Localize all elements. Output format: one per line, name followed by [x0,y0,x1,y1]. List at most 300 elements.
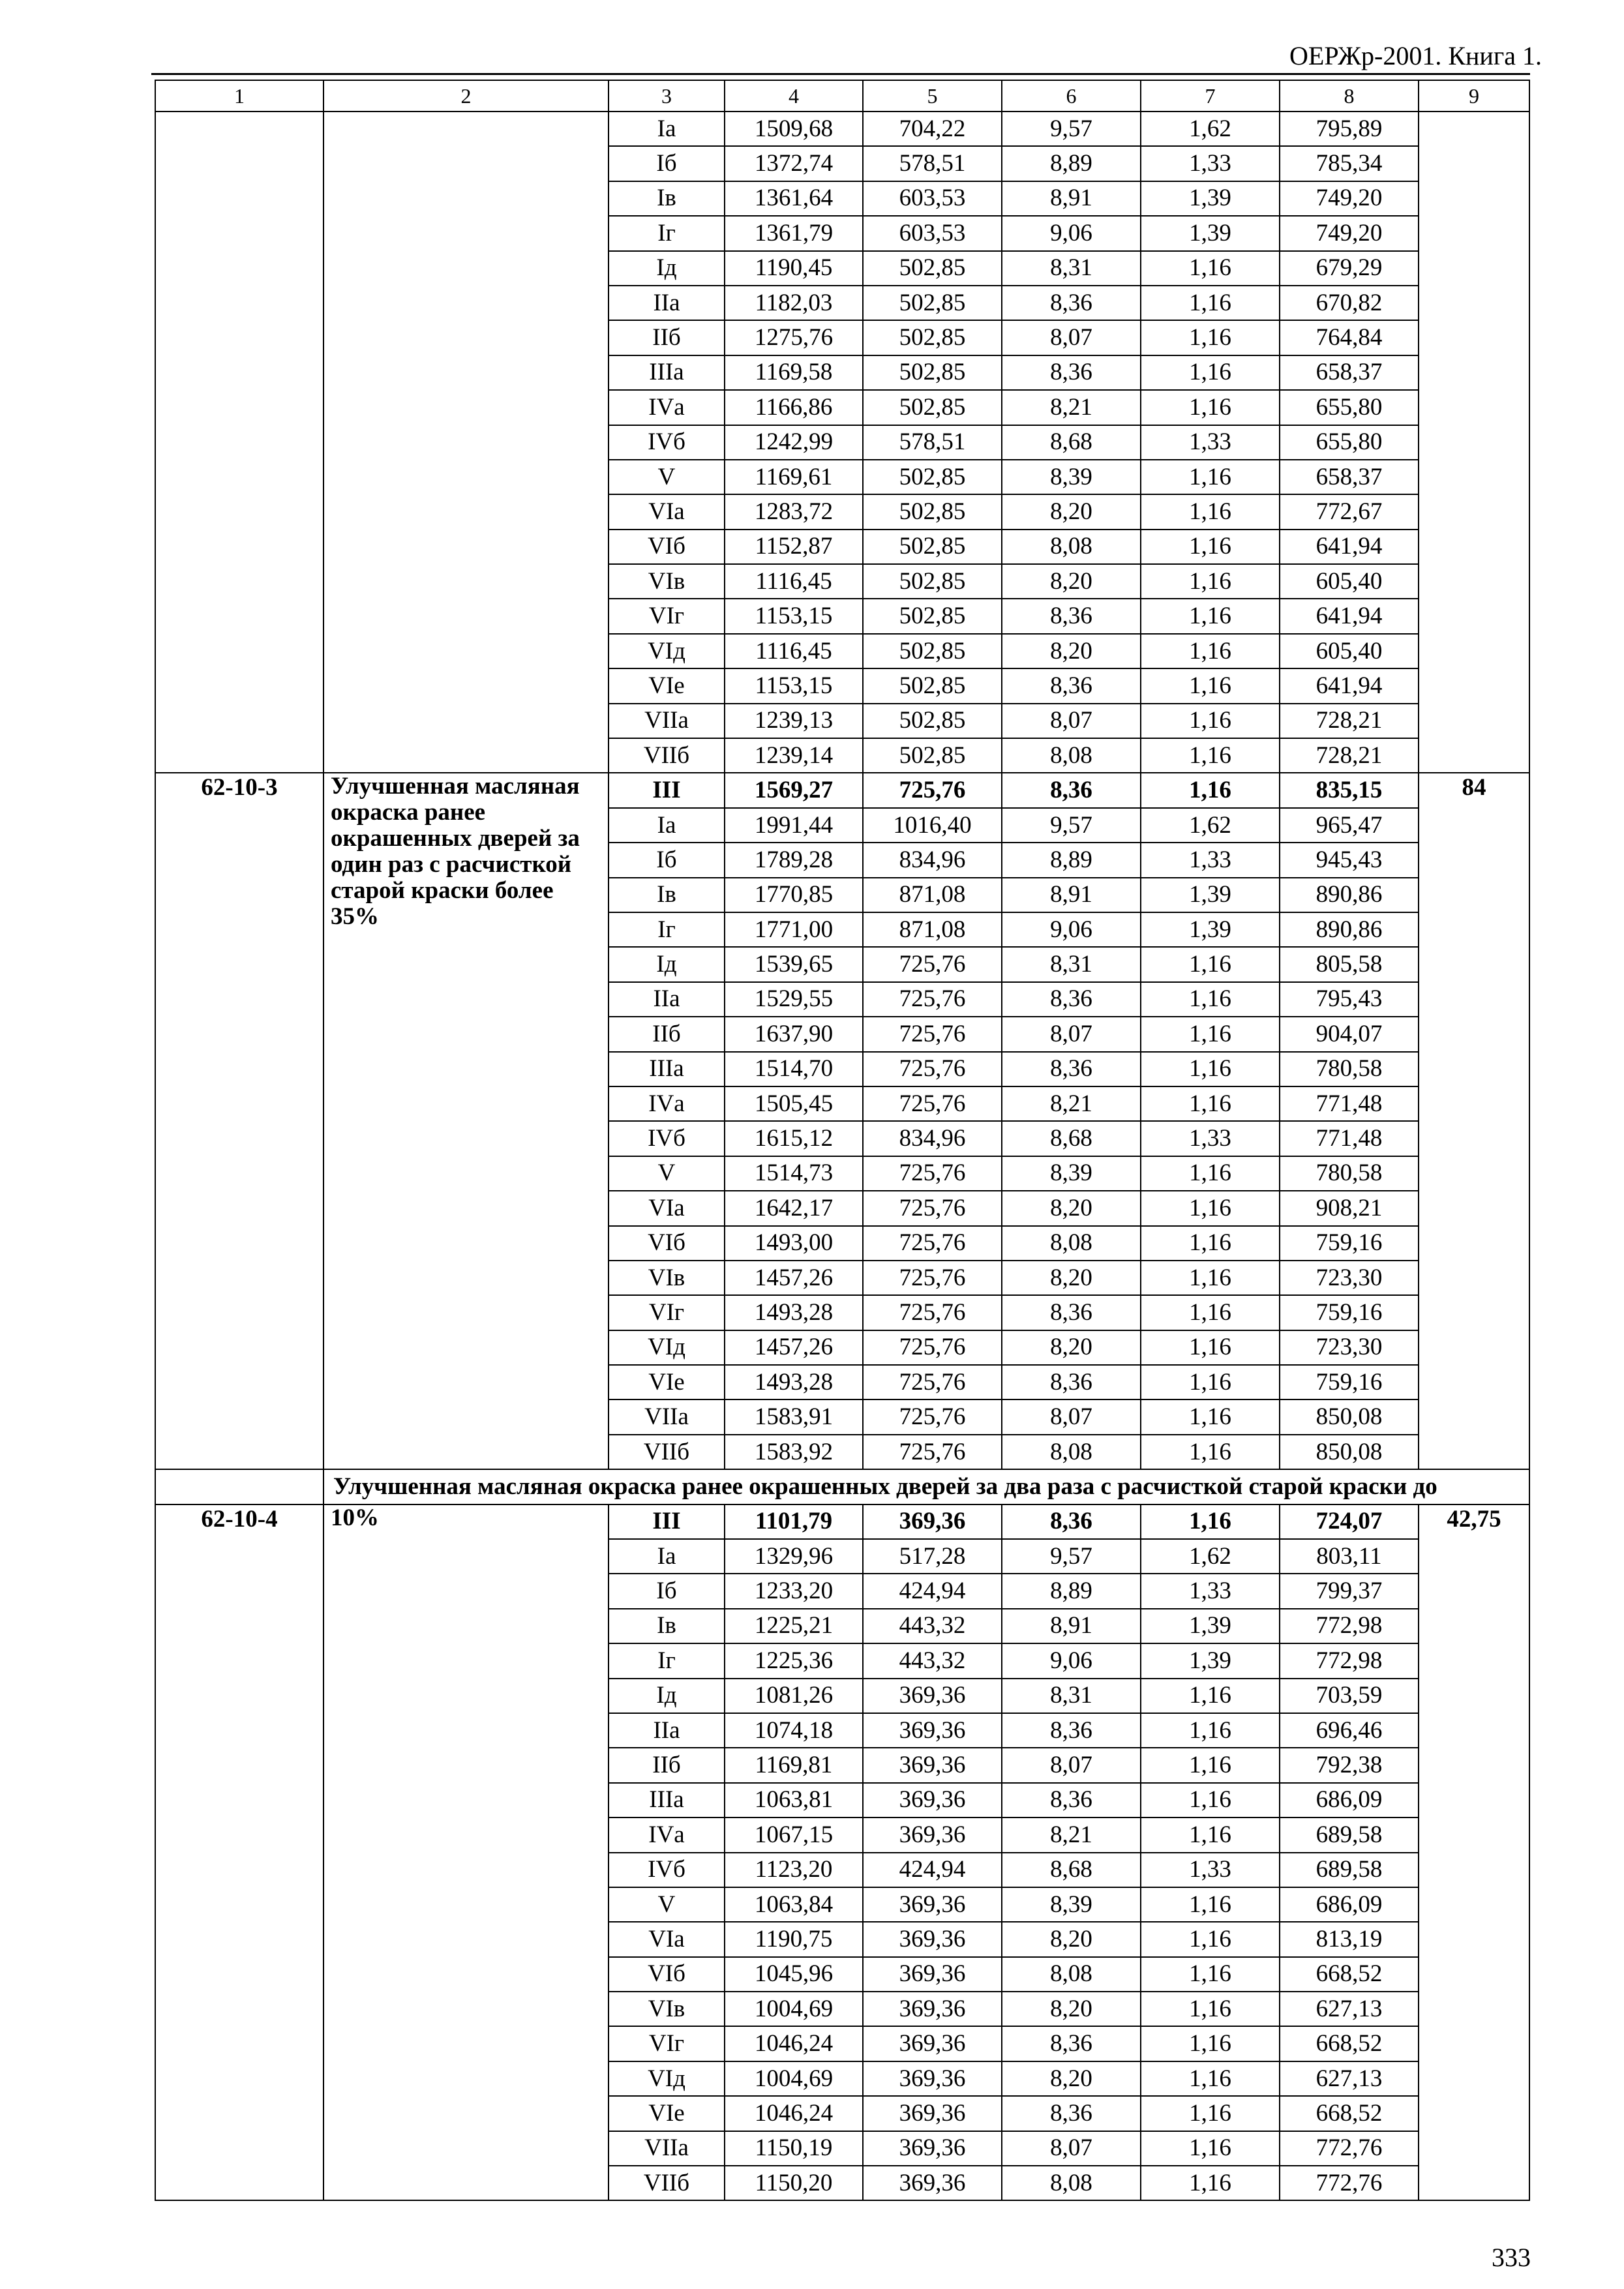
value-cell-c7: 1,16 [1141,1399,1280,1434]
category-cell: IVа [609,1818,725,1852]
value-cell-c6: 8,08 [1002,530,1141,564]
value-cell-c8: 605,40 [1280,564,1419,599]
value-cell-c4: 1153,15 [725,599,863,633]
category-cell: Iг [609,216,725,250]
value-cell-c6: 8,39 [1002,1887,1141,1922]
category-cell: IVа [609,390,725,425]
value-cell-c7: 1,16 [1141,1748,1280,1782]
value-cell-c8: 728,21 [1280,704,1419,738]
value-cell-c6: 8,08 [1002,1435,1141,1469]
value-cell-c5: 502,85 [863,460,1002,494]
column-number: 2 [323,80,609,112]
value-cell-c8: 771,48 [1280,1121,1419,1156]
value-cell-c6: 9,06 [1002,1643,1141,1678]
value-cell-c4: 1509,68 [725,112,863,146]
value-cell-c8: 772,76 [1280,2131,1419,2166]
value-cell-c4: 1514,70 [725,1052,863,1086]
value-cell-c7: 1,16 [1141,1818,1280,1852]
value-cell-c8: 658,37 [1280,460,1419,494]
value-cell-c7: 1,16 [1141,1017,1280,1051]
category-cell: VIIб [609,738,725,773]
category-cell: VIв [609,1992,725,2026]
category-cell: VIIа [609,2131,725,2166]
value-cell-c8: 668,52 [1280,2026,1419,2061]
value-cell-c7: 1,39 [1141,1609,1280,1643]
category-cell: IVб [609,1853,725,1887]
value-cell-c8: 641,94 [1280,530,1419,564]
value-cell-c6: 8,20 [1002,1922,1141,1956]
value-cell-c5: 369,36 [863,2166,1002,2200]
value-cell-c4: 1514,73 [725,1156,863,1191]
value-cell-c8: 686,09 [1280,1783,1419,1818]
value-cell-c8: 670,82 [1280,286,1419,320]
value-cell-c7: 1,16 [1141,390,1280,425]
value-cell-c7: 1,16 [1141,773,1280,807]
value-cell-c4: 1457,26 [725,1330,863,1365]
value-cell-c8: 658,37 [1280,355,1419,390]
value-cell-c7: 1,16 [1141,251,1280,286]
value-cell-c6: 8,20 [1002,564,1141,599]
rates-table [155,80,1530,2201]
value-cell-c6: 8,36 [1002,1365,1141,1399]
value-cell-c8: 965,47 [1280,808,1419,843]
value-cell-c8: 605,40 [1280,634,1419,668]
value-cell-c8: 641,94 [1280,668,1419,703]
value-cell-c7: 1,16 [1141,1922,1280,1956]
value-cell-c7: 1,16 [1141,286,1280,320]
value-cell-c8: 890,86 [1280,878,1419,912]
value-cell-c7: 1,16 [1141,1156,1280,1191]
value-cell-c4: 1239,13 [725,704,863,738]
value-cell-c4: 1152,87 [725,530,863,564]
value-cell-c5: 502,85 [863,738,1002,773]
category-cell: IIб [609,1017,725,1051]
value-cell-c6: 8,07 [1002,1399,1141,1434]
category-cell: IVб [609,1121,725,1156]
value-cell-c4: 1046,24 [725,2096,863,2131]
value-cell-c8: 668,52 [1280,2096,1419,2131]
category-cell: IIа [609,286,725,320]
value-cell-c4: 1283,72 [725,494,863,529]
value-cell-c5: 502,85 [863,251,1002,286]
value-cell-c6: 8,08 [1002,2166,1141,2200]
value-cell-c7: 1,62 [1141,112,1280,146]
value-cell-c6: 8,39 [1002,460,1141,494]
value-cell-c5: 369,36 [863,2096,1002,2131]
category-cell: VIIб [609,2166,725,2200]
value-cell-c8: 749,20 [1280,216,1419,250]
value-cell-c5: 369,36 [863,1992,1002,2026]
value-cell-c6: 8,07 [1002,1748,1141,1782]
value-cell-c7: 1,16 [1141,530,1280,564]
value-cell-c8: 772,76 [1280,2166,1419,2200]
value-cell-c8: 780,58 [1280,1052,1419,1086]
value-cell-c6: 8,36 [1002,1713,1141,1748]
value-cell-c6: 8,20 [1002,2061,1141,2096]
value-cell-c5: 502,85 [863,286,1002,320]
value-cell-c8: 772,98 [1280,1643,1419,1678]
value-cell-c8: 785,34 [1280,146,1419,181]
value-cell-c7: 1,16 [1141,355,1280,390]
value-cell-c6: 8,20 [1002,1330,1141,1365]
category-cell: IIа [609,982,725,1017]
value-cell-c4: 1569,27 [725,773,863,807]
category-cell: VIе [609,1365,725,1399]
value-cell-c5: 369,36 [863,1887,1002,1922]
value-cell-c6: 9,57 [1002,112,1141,146]
value-cell-c6: 8,21 [1002,1086,1141,1121]
value-cell-c5: 725,76 [863,1226,1002,1261]
category-cell: VIб [609,1957,725,1992]
category-cell: VIб [609,530,725,564]
value-cell-c4: 1505,45 [725,1086,863,1121]
value-cell-c6: 8,07 [1002,704,1141,738]
category-cell: IIа [609,1713,725,1748]
category-cell: IIIа [609,1052,725,1086]
value-cell-c8: 904,07 [1280,1017,1419,1051]
value-cell-c5: 1016,40 [863,808,1002,843]
value-cell-c6: 8,36 [1002,668,1141,703]
value-cell-c4: 1123,20 [725,1853,863,1887]
value-cell-c6: 8,07 [1002,2131,1141,2166]
column-number: 3 [609,80,725,112]
value-cell-c5: 369,36 [863,2131,1002,2166]
category-cell: VIIа [609,1399,725,1434]
value-cell-c7: 1,39 [1141,181,1280,216]
category-cell: VIа [609,1191,725,1225]
value-cell-c8: 627,13 [1280,2061,1419,2096]
value-cell-c8: 764,84 [1280,320,1419,355]
value-cell-c8: 689,58 [1280,1818,1419,1852]
value-cell-c4: 1046,24 [725,2026,863,2061]
value-cell-c8: 795,43 [1280,982,1419,1017]
work-description: Улучшенная масляная окраска ранее окрашенных дверей за один раз с расчисткой старой краски более 35% [323,773,609,1469]
value-cell-c8: 627,13 [1280,1992,1419,2026]
value-cell-c7: 1,16 [1141,320,1280,355]
value-cell-c6: 8,91 [1002,181,1141,216]
value-cell-c4: 1242,99 [725,425,863,460]
value-cell-c7: 1,16 [1141,982,1280,1017]
value-cell-c8: 655,80 [1280,390,1419,425]
value-cell-c6: 8,36 [1002,355,1141,390]
value-cell-c8: 696,46 [1280,1713,1419,1748]
value-cell-c5: 443,32 [863,1609,1002,1643]
value-cell-c5: 502,85 [863,530,1002,564]
value-cell-c8: 749,20 [1280,181,1419,216]
value-cell-c7: 1,39 [1141,1643,1280,1678]
table-row [155,1504,1529,1539]
value-cell-c4: 1067,15 [725,1818,863,1852]
rate-code: 62-10-3 [155,773,323,1469]
value-cell-c5: 502,85 [863,634,1002,668]
category-cell: V [609,1156,725,1191]
value-cell-c5: 725,76 [863,1365,1002,1399]
column-number: 9 [1419,80,1529,112]
category-cell: Iг [609,1643,725,1678]
value-cell-c7: 1,16 [1141,2061,1280,2096]
value-cell-c5: 725,76 [863,1017,1002,1051]
value-cell-c4: 1329,96 [725,1539,863,1574]
value-cell-c5: 369,36 [863,1748,1002,1782]
value-cell-c6: 8,36 [1002,599,1141,633]
column-number: 1 [155,80,323,112]
value-cell-c4: 1615,12 [725,1121,863,1156]
value-cell-c6: 8,36 [1002,1052,1141,1086]
value-cell-c5: 502,85 [863,320,1002,355]
value-cell-c5: 725,76 [863,1086,1002,1121]
value-cell-c4: 1190,75 [725,1922,863,1956]
category-cell: VIе [609,2096,725,2131]
value-cell-c8: 686,09 [1280,1887,1419,1922]
value-cell-c8: 655,80 [1280,425,1419,460]
value-cell-c5: 369,36 [863,1713,1002,1748]
value-cell-c7: 1,33 [1141,1574,1280,1608]
value-cell-c8: 723,30 [1280,1330,1419,1365]
rate-code: 62-10-4 [155,1504,323,2201]
value-cell-c4: 1116,45 [725,564,863,599]
value-cell-c7: 1,16 [1141,2096,1280,2131]
value-cell-c5: 725,76 [863,982,1002,1017]
value-cell-c6: 8,36 [1002,982,1141,1017]
value-cell-c4: 1169,61 [725,460,863,494]
value-cell-c8: 724,07 [1280,1504,1419,1539]
value-cell-c4: 1182,03 [725,286,863,320]
value-cell-c4: 1190,45 [725,251,863,286]
column-number-row [155,80,1529,112]
value-cell-c8: 805,58 [1280,947,1419,981]
category-cell: IVа [609,1086,725,1121]
value-cell-c7: 1,16 [1141,599,1280,633]
value-cell-c8: 850,08 [1280,1435,1419,1469]
value-cell-c4: 1063,84 [725,1887,863,1922]
value-cell-c6: 9,06 [1002,216,1141,250]
value-cell-c8: 759,16 [1280,1295,1419,1330]
value-cell-c7: 1,16 [1141,1887,1280,1922]
value-cell-c6: 8,21 [1002,390,1141,425]
value-cell-c6: 8,36 [1002,1504,1141,1539]
value-cell-c7: 1,33 [1141,425,1280,460]
value-cell-c7: 1,16 [1141,2131,1280,2166]
value-cell-c8: 908,21 [1280,1191,1419,1225]
value-cell-c4: 1372,74 [725,146,863,181]
value-cell-c5: 502,85 [863,564,1002,599]
value-cell-c4: 1101,79 [725,1504,863,1539]
value-cell-c7: 1,33 [1141,843,1280,877]
value-cell-c4: 1539,65 [725,947,863,981]
value-cell-c7: 1,16 [1141,668,1280,703]
value-cell-c8: 759,16 [1280,1365,1419,1399]
value-cell-c8: 792,38 [1280,1748,1419,1782]
value-cell-c5: 502,85 [863,668,1002,703]
value-cell-c6: 8,07 [1002,1017,1141,1051]
value-cell-c6: 8,20 [1002,1191,1141,1225]
value-cell-c7: 1,39 [1141,878,1280,912]
category-cell: Iг [609,912,725,947]
value-cell-c7: 1,16 [1141,2026,1280,2061]
value-cell-c4: 1081,26 [725,1679,863,1713]
value-cell-c8: 689,58 [1280,1853,1419,1887]
value-cell-c4: 1074,18 [725,1713,863,1748]
category-cell: Iа [609,808,725,843]
value-cell-c5: 834,96 [863,1121,1002,1156]
value-cell-c5: 871,08 [863,878,1002,912]
value-cell-c6: 8,89 [1002,1574,1141,1608]
value-cell-c8: 780,58 [1280,1156,1419,1191]
category-cell: VIе [609,668,725,703]
value-cell-c5: 725,76 [863,1052,1002,1086]
column-number: 6 [1002,80,1141,112]
value-cell-c4: 1233,20 [725,1574,863,1608]
value-cell-c7: 1,62 [1141,808,1280,843]
value-cell-c7: 1,39 [1141,912,1280,947]
value-cell-c8: 679,29 [1280,251,1419,286]
value-cell-c7: 1,33 [1141,1853,1280,1887]
value-cell-c5: 871,08 [863,912,1002,947]
value-cell-c4: 1004,69 [725,1992,863,2026]
value-cell-c4: 1529,55 [725,982,863,1017]
value-cell-c7: 1,16 [1141,1957,1280,1992]
value-cell-c6: 8,21 [1002,1818,1141,1852]
value-cell-c6: 9,06 [1002,912,1141,947]
value-cell-c8: 813,19 [1280,1922,1419,1956]
value-cell-c5: 369,36 [863,1504,1002,1539]
value-cell-c7: 1,16 [1141,1783,1280,1818]
value-cell-c6: 8,20 [1002,494,1141,529]
value-cell-c6: 8,91 [1002,1609,1141,1643]
norm-value [1419,112,1529,773]
value-cell-c7: 1,16 [1141,1679,1280,1713]
value-cell-c4: 1169,58 [725,355,863,390]
category-cell: VIг [609,599,725,633]
value-cell-c5: 443,32 [863,1643,1002,1678]
value-cell-c5: 502,85 [863,390,1002,425]
rate-code [155,112,323,773]
value-cell-c6: 8,31 [1002,1679,1141,1713]
category-cell: V [609,1887,725,1922]
value-cell-c4: 1642,17 [725,1191,863,1225]
value-cell-c5: 424,94 [863,1853,1002,1887]
value-cell-c7: 1,16 [1141,1191,1280,1225]
value-cell-c4: 1166,86 [725,390,863,425]
value-cell-c4: 1225,21 [725,1609,863,1643]
value-cell-c6: 8,89 [1002,843,1141,877]
value-cell-c4: 1116,45 [725,634,863,668]
value-cell-c8: 945,43 [1280,843,1419,877]
category-cell: VIIа [609,704,725,738]
value-cell-c5: 369,36 [863,1957,1002,1992]
value-cell-c4: 1361,79 [725,216,863,250]
document-header: ОЕРЖр-2001. Книга 1. [1289,41,1542,70]
value-cell-c4: 1225,36 [725,1643,863,1678]
category-cell: IIб [609,1748,725,1782]
category-cell: IVб [609,425,725,460]
value-cell-c5: 502,85 [863,599,1002,633]
value-cell-c5: 725,76 [863,1191,1002,1225]
value-cell-c4: 1275,76 [725,320,863,355]
value-cell-c4: 1153,15 [725,668,863,703]
category-cell: Iб [609,146,725,181]
category-cell: IIIа [609,1783,725,1818]
value-cell-c7: 1,33 [1141,146,1280,181]
value-cell-c6: 8,68 [1002,425,1141,460]
value-cell-c6: 9,57 [1002,1539,1141,1574]
value-cell-c5: 502,85 [863,494,1002,529]
value-cell-c5: 725,76 [863,1261,1002,1295]
value-cell-c6: 8,36 [1002,1783,1141,1818]
value-cell-c6: 8,36 [1002,773,1141,807]
value-cell-c6: 8,36 [1002,1295,1141,1330]
value-cell-c6: 8,36 [1002,286,1141,320]
value-cell-c5: 369,36 [863,1679,1002,1713]
norm-value: 42,75 [1419,1504,1529,2201]
value-cell-c6: 8,07 [1002,320,1141,355]
value-cell-c8: 799,37 [1280,1574,1419,1608]
value-cell-c6: 8,20 [1002,1261,1141,1295]
table-row [155,112,1529,146]
category-cell: III [609,1504,725,1539]
category-cell: VIв [609,1261,725,1295]
category-cell: IIIа [609,355,725,390]
value-cell-c6: 8,36 [1002,2026,1141,2061]
value-cell-c4: 1169,81 [725,1748,863,1782]
value-cell-c4: 1771,00 [725,912,863,947]
value-cell-c7: 1,16 [1141,738,1280,773]
value-cell-c5: 725,76 [863,1156,1002,1191]
column-number: 5 [863,80,1002,112]
value-cell-c6: 9,57 [1002,808,1141,843]
value-cell-c4: 1239,14 [725,738,863,773]
value-cell-c7: 1,16 [1141,1992,1280,2026]
value-cell-c7: 1,16 [1141,1052,1280,1086]
value-cell-c7: 1,16 [1141,947,1280,981]
category-cell: Iв [609,878,725,912]
value-cell-c6: 8,08 [1002,1957,1141,1992]
category-cell: VIв [609,564,725,599]
value-cell-c7: 1,16 [1141,1086,1280,1121]
category-cell: Iа [609,112,725,146]
category-cell: V [609,460,725,494]
value-cell-c7: 1,16 [1141,704,1280,738]
value-cell-c4: 1637,90 [725,1017,863,1051]
value-cell-c7: 1,16 [1141,1261,1280,1295]
norm-value: 84 [1419,773,1529,1469]
value-cell-c5: 578,51 [863,146,1002,181]
value-cell-c8: 703,59 [1280,1679,1419,1713]
value-cell-c7: 1,16 [1141,1330,1280,1365]
value-cell-c8: 850,08 [1280,1399,1419,1434]
value-cell-c7: 1,16 [1141,1226,1280,1261]
value-cell-c5: 502,85 [863,355,1002,390]
category-cell: VIд [609,634,725,668]
value-cell-c5: 369,36 [863,2061,1002,2096]
value-cell-c8: 668,52 [1280,1957,1419,1992]
value-cell-c5: 502,85 [863,704,1002,738]
column-number: 8 [1280,80,1419,112]
value-cell-c6: 8,68 [1002,1121,1141,1156]
value-cell-c5: 369,36 [863,2026,1002,2061]
value-cell-c4: 1770,85 [725,878,863,912]
value-cell-c4: 1457,26 [725,1261,863,1295]
value-cell-c7: 1,16 [1141,564,1280,599]
value-cell-c4: 1583,91 [725,1399,863,1434]
empty-cell [155,1469,323,1504]
page-number: 333 [1492,2243,1531,2272]
table-row [155,773,1529,807]
value-cell-c7: 1,16 [1141,1295,1280,1330]
value-cell-c5: 369,36 [863,1818,1002,1852]
category-cell: VIа [609,494,725,529]
value-cell-c4: 1493,28 [725,1365,863,1399]
